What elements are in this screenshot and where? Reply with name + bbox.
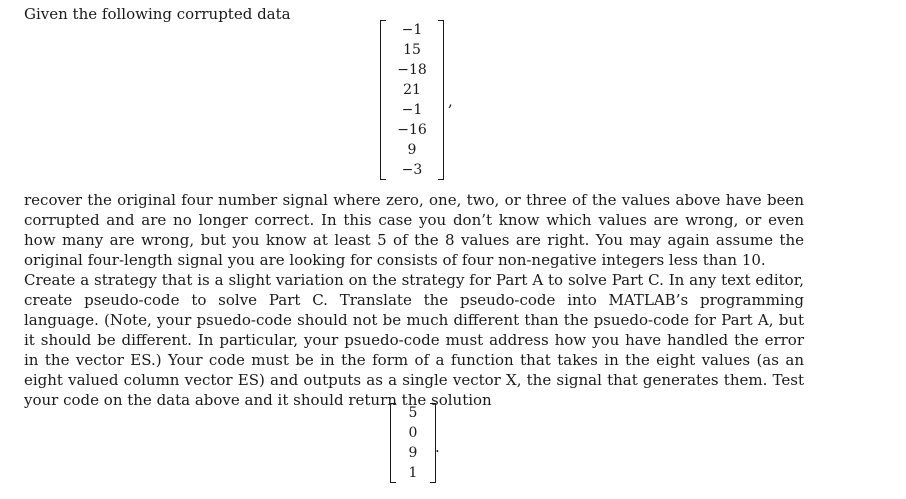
right-bracket (438, 20, 444, 180)
vector-entries (396, 403, 430, 483)
vector-entry: −16 (397, 122, 427, 138)
vector-entry: 15 (403, 42, 421, 58)
solution-period: . (435, 438, 440, 456)
vector-entry: 0 (408, 425, 418, 441)
vector-entry: 9 (407, 142, 417, 158)
solution-vector (390, 403, 436, 483)
problem-body (24, 190, 804, 410)
paragraph-strategy: Create a strategy that is a slight variation on the strategy for Part A to solve Part C. In any text editor, create pseudo-code to solve Part C. Translate the pseudo-code into MATLAB’s programming language. (Note, your psuedo-code should not be much different than the psuedo-code for Part A, but it should be different. In particular, your psuedo-code must address how you have handled the error in the vector ES.) Your code must be in the form of a function that takes in the eight values (as an eight valued column vector ES) and outputs as a single vector X, the signal that generates them. Test your code on the data above and it should return the solution (24, 271, 804, 409)
vector-entry: −1 (401, 22, 423, 38)
vector-entries (386, 20, 438, 180)
vector-entry: 21 (403, 82, 421, 98)
corrupted-data-vector (380, 20, 444, 180)
intro-text: Given the following corrupted data (24, 5, 291, 23)
vector-entry: 5 (408, 405, 418, 421)
vector-entry: 1 (408, 465, 418, 481)
vector-entry: −3 (401, 162, 423, 178)
vector-entry: 9 (408, 445, 418, 461)
paragraph-recover: recover the original four number signal where zero, one, two, or three of the values above have been corrupted and are no longer correct. In this case you don’t know which values are wrong, or even how many are wrong, but you know at least 5 of the 8 values are right. You may again assume the original four-length signal you are looking for consists of four non-negative integers less than 10. (24, 191, 804, 269)
vector-comma: , (448, 92, 453, 110)
vector-entry: −1 (401, 102, 423, 118)
vector-entry: −18 (397, 62, 427, 78)
